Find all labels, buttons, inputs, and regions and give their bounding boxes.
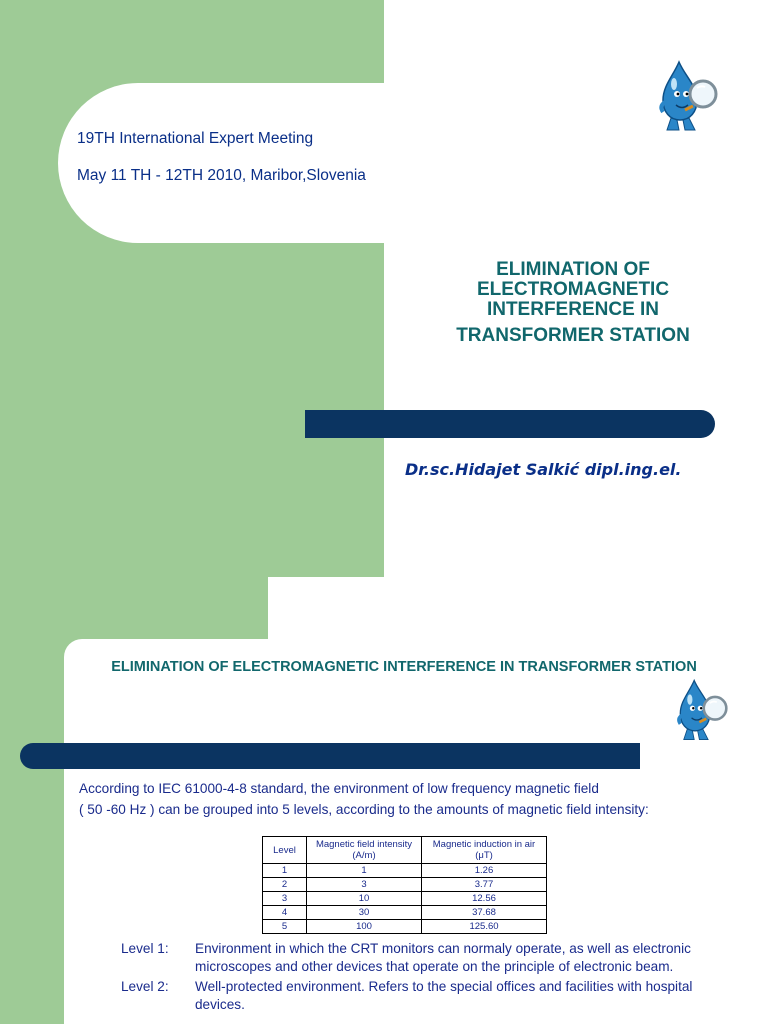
column-header: Magnetic field intensity (A/m) <box>307 837 422 864</box>
meeting-date-location: May 11 TH - 12TH 2010, Maribor,Slovenia <box>77 167 366 184</box>
definition-text: Environment in which the CRT monitors can normaly operate, as well as electronic microscopes and other devices that operate on the principle of electronic beam. <box>195 941 691 974</box>
title-line: ELECTROMAGNETIC <box>476 279 670 300</box>
table-cell: 12.56 <box>422 892 547 906</box>
intro-line: According to IEC 61000-4-8 standard, the environment of low frequency magnetic field <box>79 781 599 796</box>
table-cell: 30 <box>307 906 422 920</box>
level-definitions <box>121 940 695 1016</box>
table-header-row <box>263 837 547 864</box>
water-drop-magnifier-mascot-icon <box>655 58 721 134</box>
title-line: INTERFERENCE IN <box>486 299 660 320</box>
table-row <box>263 878 547 892</box>
table-row <box>263 892 547 906</box>
levels-table <box>262 836 547 934</box>
intro-line: ( 50 -60 Hz ) can be grouped into 5 levels, according to the amounts of magnetic field intensity: <box>79 802 649 817</box>
table-cell: 2 <box>263 878 307 892</box>
table-cell: 3.77 <box>422 878 547 892</box>
title-line: ELIMINATION OF <box>496 259 650 280</box>
table-row <box>263 920 547 934</box>
author-name: Dr.sc.Hidajet Salkić dipl.ing.el. <box>405 460 682 479</box>
table-cell: 1 <box>263 864 307 878</box>
table-cell: 1.26 <box>422 864 547 878</box>
slide-content <box>0 577 768 1024</box>
table-cell: 4 <box>263 906 307 920</box>
water-drop-magnifier-mascot-icon <box>672 677 732 743</box>
table-cell: 3 <box>263 892 307 906</box>
table-row <box>263 906 547 920</box>
table-cell: 125.60 <box>422 920 547 934</box>
column-header: Level <box>263 837 307 864</box>
table-row <box>263 864 547 878</box>
table-cell: 10 <box>307 892 422 906</box>
navy-divider-bar <box>305 410 715 438</box>
table-cell: 5 <box>263 920 307 934</box>
intro-paragraph <box>79 778 649 820</box>
green-panel-left <box>0 577 64 1024</box>
table-cell: 3 <box>307 878 422 892</box>
table-cell: 1 <box>307 864 422 878</box>
white-pill-shape <box>58 83 418 243</box>
column-header: Magnetic induction in air (μT) <box>422 837 547 864</box>
slide-title-heading <box>420 260 726 346</box>
definition-text: Well-protected environment. Refers to the special offices and facilities with hospital devices. <box>195 979 693 1012</box>
definition-item <box>121 978 695 1014</box>
definition-label: Level 2: <box>121 979 169 994</box>
slide-heading: ELIMINATION OF ELECTROMAGNETIC INTERFERENCE IN TRANSFORMER STATION <box>111 659 697 675</box>
definition-item <box>121 940 695 976</box>
table-cell: 37.68 <box>422 906 547 920</box>
title-line: TRANSFORMER STATION <box>456 325 690 346</box>
table-cell: 100 <box>307 920 422 934</box>
definition-label: Level 1: <box>121 941 169 956</box>
meeting-name: 19TH International Expert Meeting <box>77 130 314 147</box>
navy-divider-bar <box>20 743 640 769</box>
